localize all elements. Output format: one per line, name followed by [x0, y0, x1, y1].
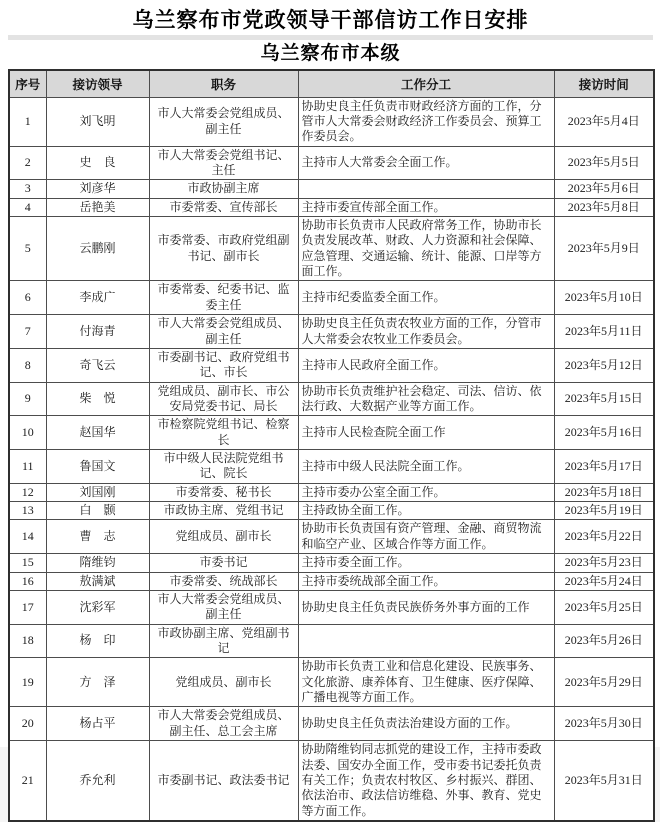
cell-leader-name: 乔允利 [46, 741, 149, 821]
cell-date: 2023年5月17日 [554, 450, 654, 484]
cell-serial: 5 [9, 217, 46, 281]
cell-position: 市委常委、秘书长 [149, 483, 298, 501]
cell-serial: 13 [9, 502, 46, 520]
table-body [9, 97, 654, 821]
cell-serial: 6 [9, 281, 46, 315]
cell-duty: 主持市人民政府全面工作。 [298, 348, 554, 382]
cell-serial: 14 [9, 520, 46, 554]
cell-position: 市委书记 [149, 554, 298, 572]
cell-leader-name: 李成广 [46, 281, 149, 315]
cell-serial: 10 [9, 416, 46, 450]
cell-position: 市人大常委会党组成员、副主任、总工会主席 [149, 707, 298, 741]
cell-leader-name: 奇飞云 [46, 348, 149, 382]
cell-date: 2023年5月30日 [554, 707, 654, 741]
cell-leader-name: 白 颢 [46, 502, 149, 520]
table-row [9, 198, 654, 216]
table-row [9, 502, 654, 520]
table-row [9, 382, 654, 416]
cell-leader-name: 杨 印 [46, 624, 149, 658]
cell-position: 市委常委、市政府党组副书记、副市长 [149, 217, 298, 281]
cell-serial: 21 [9, 741, 46, 821]
cell-position: 市委常委、宣传部长 [149, 198, 298, 216]
cell-position: 市委常委、纪委书记、监委主任 [149, 281, 298, 315]
cell-leader-name: 刘国刚 [46, 483, 149, 501]
cell-position: 市委副书记、政府党组书记、市长 [149, 348, 298, 382]
column-header-position: 职务 [149, 70, 298, 97]
cell-duty: 协助市长负责国有资产管理、金融、商贸物流和临空产业、区域合作等方面工作。 [298, 520, 554, 554]
cell-position: 党组成员、副市长、市公安局党委书记、局长 [149, 382, 298, 416]
cell-date: 2023年5月19日 [554, 502, 654, 520]
cell-duty: 协助市长负责工业和信息化建设、民族事务、文化旅游、康养体育、卫生健康、医疗保障、广播电视等方面工作。 [298, 658, 554, 707]
cell-leader-name: 赵国华 [46, 416, 149, 450]
table-row [9, 590, 654, 624]
cell-date: 2023年5月9日 [554, 217, 654, 281]
cell-serial: 18 [9, 624, 46, 658]
cell-serial: 20 [9, 707, 46, 741]
cell-position: 市中级人民法院党组书记、院长 [149, 450, 298, 484]
title-block [8, 8, 653, 65]
cell-duty: 主持市委办公室全面工作。 [298, 483, 554, 501]
table-row [9, 348, 654, 382]
cell-date: 2023年5月12日 [554, 348, 654, 382]
cell-serial: 17 [9, 590, 46, 624]
cell-serial: 11 [9, 450, 46, 484]
cell-duty: 协助市长负责维护社会稳定、司法、信访、依法行政、大数据产业等方面工作。 [298, 382, 554, 416]
cell-duty: 主持市人大常委会全面工作。 [298, 146, 554, 180]
cell-leader-name: 方 泽 [46, 658, 149, 707]
cell-date: 2023年5月22日 [554, 520, 654, 554]
schedule-table [8, 69, 655, 822]
cell-serial: 3 [9, 180, 46, 198]
cell-date: 2023年5月26日 [554, 624, 654, 658]
cell-date: 2023年5月25日 [554, 590, 654, 624]
cell-leader-name: 云鹏刚 [46, 217, 149, 281]
cell-position: 市人大常委会党组成员、副主任 [149, 315, 298, 349]
table-row [9, 416, 654, 450]
cell-date: 2023年5月6日 [554, 180, 654, 198]
cell-position: 党组成员、副市长 [149, 658, 298, 707]
table-row [9, 572, 654, 590]
cell-serial: 12 [9, 483, 46, 501]
table-row [9, 741, 654, 821]
cell-position: 市政协副主席 [149, 180, 298, 198]
cell-position: 市检察院党组书记、检察长 [149, 416, 298, 450]
cell-serial: 8 [9, 348, 46, 382]
cell-duty: 主持市人民检查院全面工作 [298, 416, 554, 450]
title-divider [8, 35, 653, 40]
cell-duty: 协助史良主任负责农牧业方面的工作，分管市人大常委会农牧业工作委员会。 [298, 315, 554, 349]
column-header-serial: 序号 [9, 70, 46, 97]
cell-duty [298, 624, 554, 658]
cell-leader-name: 隋维钧 [46, 554, 149, 572]
page-subtitle: 乌兰察布市本级 [260, 43, 401, 64]
cell-date: 2023年5月24日 [554, 572, 654, 590]
cell-serial: 19 [9, 658, 46, 707]
cell-date: 2023年5月4日 [554, 97, 654, 146]
table-row [9, 180, 654, 198]
cell-leader-name: 付海青 [46, 315, 149, 349]
cell-date: 2023年5月11日 [554, 315, 654, 349]
cell-leader-name: 敖满斌 [46, 572, 149, 590]
cell-duty: 主持市中级人民法院全面工作。 [298, 450, 554, 484]
cell-duty: 协助史良主任负责法治建设方面的工作。 [298, 707, 554, 741]
cell-serial: 4 [9, 198, 46, 216]
cell-duty: 协助隋维钧同志抓党的建设工作，主持市委政法委、国安办全面工作，受市委书记委托负责有关工作；负责农村牧区、乡村振兴、群团、依法治市、政法信访维稳、外事、教育、党史等方面工作。 [298, 741, 554, 821]
table-row [9, 520, 654, 554]
cell-leader-name: 刘飞明 [46, 97, 149, 146]
cell-duty: 协助史良主任负责民族侨务外事方面的工作 [298, 590, 554, 624]
cell-duty: 主持市委全面工作。 [298, 554, 554, 572]
cell-serial: 7 [9, 315, 46, 349]
cell-position: 市政协副主席、党组副书记 [149, 624, 298, 658]
header-row [9, 70, 654, 97]
table-header [9, 70, 654, 97]
cell-leader-name: 柴 悦 [46, 382, 149, 416]
cell-date: 2023年5月8日 [554, 198, 654, 216]
table-row [9, 658, 654, 707]
cell-position: 市委常委、统战部长 [149, 572, 298, 590]
cell-leader-name: 曹 志 [46, 520, 149, 554]
cell-duty: 主持政协全面工作。 [298, 502, 554, 520]
cell-duty: 主持市委宣传部全面工作。 [298, 198, 554, 216]
table-row [9, 554, 654, 572]
cell-date: 2023年5月15日 [554, 382, 654, 416]
table-row [9, 483, 654, 501]
table-row [9, 97, 654, 146]
column-header-date: 接访时间 [554, 70, 654, 97]
cell-leader-name: 岳艳美 [46, 198, 149, 216]
table-row [9, 315, 654, 349]
table-row [9, 281, 654, 315]
cell-leader-name: 鲁国文 [46, 450, 149, 484]
cell-leader-name: 沈彩军 [46, 590, 149, 624]
cell-date: 2023年5月31日 [554, 741, 654, 821]
column-header-duty: 工作分工 [298, 70, 554, 97]
cell-leader-name: 杨占平 [46, 707, 149, 741]
cell-duty: 协助史良主任负责市财政经济方面的工作，分管市人大常委会财政经济工作委员会、预算工作委员会。 [298, 97, 554, 146]
cell-date: 2023年5月29日 [554, 658, 654, 707]
table-row [9, 624, 654, 658]
cell-date: 2023年5月10日 [554, 281, 654, 315]
page-title: 乌兰察布市党政领导干部信访工作日安排 [132, 9, 529, 32]
cell-serial: 2 [9, 146, 46, 180]
cell-duty: 协助市长负责市人民政府常务工作，协助市长负责发展改革、财政、人力资源和社会保障、应急管理、交通运输、统计、能源、口岸等方面工作。 [298, 217, 554, 281]
table-row [9, 707, 654, 741]
table-row [9, 217, 654, 281]
cell-serial: 1 [9, 97, 46, 146]
cell-date: 2023年5月16日 [554, 416, 654, 450]
cell-leader-name: 刘彦华 [46, 180, 149, 198]
column-header-leader: 接访领导 [46, 70, 149, 97]
cell-position: 市人大常委会党组书记、主任 [149, 146, 298, 180]
cell-position: 市人大常委会党组成员、副主任 [149, 590, 298, 624]
cell-position: 市委副书记、政法委书记 [149, 741, 298, 821]
cell-position: 党组成员、副市长 [149, 520, 298, 554]
cell-duty [298, 180, 554, 198]
cell-position: 市人大常委会党组成员、副主任 [149, 97, 298, 146]
cell-position: 市政协主席、党组书记 [149, 502, 298, 520]
cell-date: 2023年5月5日 [554, 146, 654, 180]
cell-duty: 主持市委统战部全面工作。 [298, 572, 554, 590]
table-row [9, 450, 654, 484]
cell-serial: 9 [9, 382, 46, 416]
cell-leader-name: 史 良 [46, 146, 149, 180]
cell-serial: 16 [9, 572, 46, 590]
cell-duty: 主持市纪委监委全面工作。 [298, 281, 554, 315]
table-row [9, 146, 654, 180]
cell-serial: 15 [9, 554, 46, 572]
cell-date: 2023年5月23日 [554, 554, 654, 572]
cell-date: 2023年5月18日 [554, 483, 654, 501]
